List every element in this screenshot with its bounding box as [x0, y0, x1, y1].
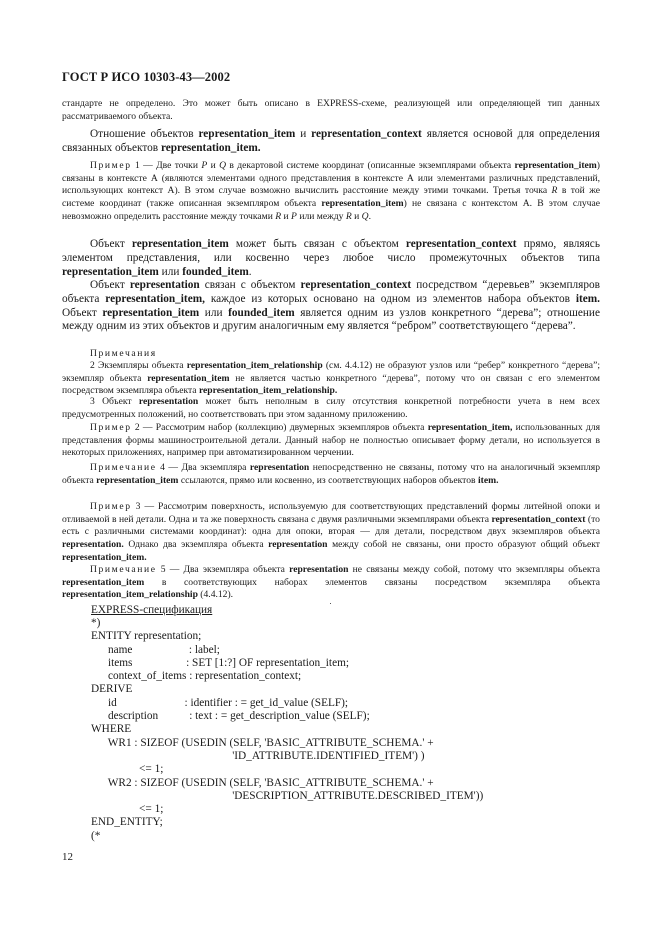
example-1: Пример 1 — Две точки P и Q в декартовой системе координат (описанные экземплярами объекта representation_item) связаны в контексте А (являются элементами одного представления в контексте А или элементами различных представлений, использующих контекст А). В этом случае возможно вычислить расстояние между этими точками. Третья точка R в той же системе координат (также описанная экземпляром объекта representation_item) не связана с контекстом А. В этом случае невозможно определить расстояние между точками R и P или между R и Q. [62, 160, 601, 222]
notes-heading: Примечания [90, 348, 157, 359]
code-line: <= 1; [91, 803, 164, 816]
code-line: WR2 : SIZEOF (USEDIN (SELF, 'BASIC_ATTRIBUTE_SCHEMA.' + [91, 776, 434, 789]
document-header: ГОСТ Р ИСО 10303-43—2002 [62, 70, 231, 84]
code-line: *) [91, 617, 101, 629]
code-line: context_of_items : representation_context; [91, 670, 302, 683]
code-line: DERIVE [91, 683, 133, 696]
code-line: ENTITY representation; [91, 630, 202, 643]
code-line: (* [91, 829, 101, 842]
stray-dot [330, 603, 331, 604]
code-line: description : text : = get_description_value (SELF); [91, 710, 370, 723]
express-code-block [91, 617, 483, 843]
code-line: 'DESCRIPTION_ATTRIBUTE.DESCRIBED_ITEM')) [91, 789, 484, 802]
code-line: END_ENTITY; [91, 816, 163, 829]
express-spec-title: EXPRESS-спецификация [91, 604, 213, 616]
note-3: 3 Объект representation может быть неполным в силу отсутствия конкретной потребности учета в нем всех предусмотренных положений, но соответствовать при этом заданному приложению. [62, 396, 600, 420]
code-line: <= 1; [91, 763, 164, 776]
code-line: items : SET [1:?] OF representation_item; [91, 656, 350, 669]
paragraph-trees: Объект representation связан с объектом representation_context посредством “деревьев” экземпляров объекта representation_item, каждое из которых основано на одном из элементов набора объектов item. Объект representation_item или founded_item является одним из узлов конкретного “дерева”; отношение между одним из этих объектов и другим аналогичным ему является “ребром” соответствующего “дерева”. [62, 279, 600, 333]
code-line: WHERE [91, 723, 132, 736]
code-line: name : label; [91, 643, 220, 656]
page-number: 12 [62, 851, 73, 863]
example-3: Пример 3 — Рассмотрим поверхность, используемую для соответствующих представлений формы литейной опоки и отливаемой в ней детали. Одна и та же поверхность связана с двумя различными экземплярами объекта representation_context (то есть с различными системами координат): одна для опоки, вторая — для детали, посредством двух экземпляров объекта representation. Однако два экземпляра объекта representation между собой не связаны, они просто образуют общий объект representation_item. [62, 501, 600, 563]
paragraph-continuation: стандарте не определено. Это может быть описано в EXPRESS-схеме, реализующей или определяющей тип данных рассматриваемого объекта. [62, 98, 600, 122]
code-line: id : identifier : = get_id_value (SELF); [91, 696, 349, 709]
note-5: Примечание 5 — Два экземпляра объекта representation не связаны между собой, потому что экземпляры объекта representation_item в соответствующих наборах элементов связаны посредством экземпляра объекта representation_item_relationship (4.4.12). [62, 564, 600, 601]
code-line: WR1 : SIZEOF (USEDIN (SELF, 'BASIC_ATTRIBUTE_SCHEMA.' + [91, 736, 434, 749]
paragraph-item-link: Объект representation_item может быть связан с объектом representation_context прямо, являясь элементом представления, или косвенно через любое число промежуточных объектов типа representation_item или founded_item. [62, 238, 600, 278]
example-2: Пример 2 — Рассмотрим набор (коллекцию) двумерных экземпляров объекта representation_item, использованных для представления формы машиностроительной детали. Данный набор не полностью описывает форму детали, но используется в некоторых приложениях, например при автоматизированном черчении. [62, 422, 600, 459]
note-4: Примечание 4 — Два экземпляра representation непосредственно не связаны, потому что на аналогичный экземпляр объекта representation_item ссылаются, прямо или косвенно, из соответствующих наборов объектов item. [62, 462, 601, 486]
paragraph-relationship: Отношение объектов representation_item и representation_context является основой для определения связанных объектов representation_item. [62, 128, 600, 154]
note-2: 2 Экземпляры объекта representation_item_relationship (см. 4.4.12) не образуют узлов или “ребер” конкретного “дерева”; экземпляр объекта representation_item не является частью конкретного “дерева”, потому что он связан с его элементом посредством экземпляра объекта representation_item_relationship. [62, 360, 600, 397]
code-line: 'ID_ATTRIBUTE.IDENTIFIED_ITEM') ) [91, 749, 425, 762]
